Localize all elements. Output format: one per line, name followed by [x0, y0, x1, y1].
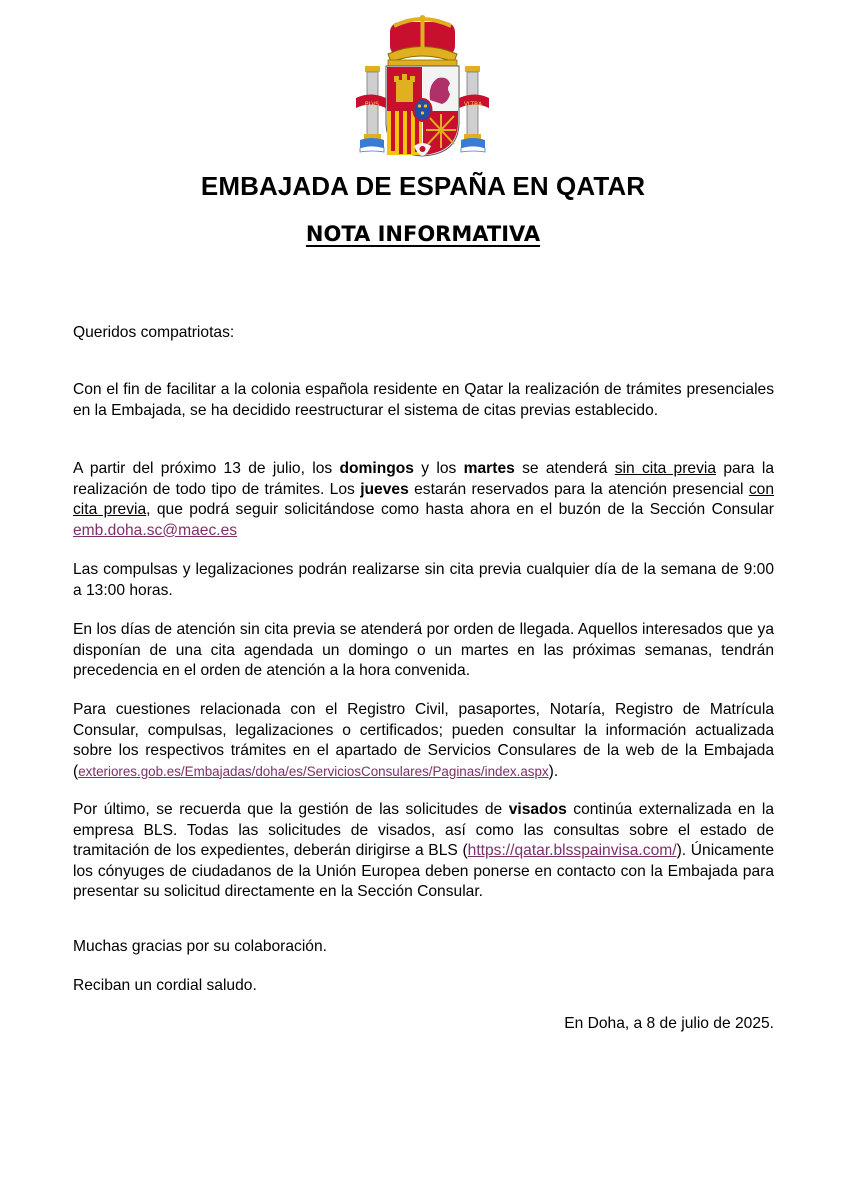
closing — [73, 976, 774, 997]
p2-bold-jueves: jueves — [360, 480, 409, 498]
closing-text: Reciban un cordial saludo. — [73, 977, 257, 994]
crown-icon — [388, 15, 457, 66]
consular-services-link[interactable]: exteriores.gob.es/Embajadas/doha/es/ServiciosConsulares/Paginas/index.aspx — [78, 763, 549, 779]
motto-left: PLVS — [364, 101, 380, 108]
pillar-left-icon — [360, 66, 384, 152]
paragraph-6 — [73, 800, 774, 903]
spanish-coat-of-arms-icon — [350, 14, 495, 159]
place-date: En Doha, a 8 de julio de 2025. — [564, 1015, 774, 1032]
p2-text-5: estarán reservados para la atención presencial — [408, 480, 749, 498]
p2-text-1: A partir del próximo 13 de julio, los — [73, 460, 340, 477]
p5-text-2: ). — [548, 762, 559, 780]
shield-icon — [386, 66, 459, 156]
paragraph-5 — [73, 700, 774, 782]
p6-bold-visados: visados — [508, 801, 567, 818]
paragraph-1 — [73, 380, 774, 421]
p2-underline-sin-cita: sin cita previa — [614, 460, 717, 477]
p2-bold-martes: martes — [463, 460, 515, 477]
bls-visa-link[interactable]: https://qatar.blsspainvisa.com/ — [467, 842, 677, 860]
consular-email-link[interactable]: emb.doha.sc@maec.es — [73, 521, 238, 539]
motto-right: VLTRA — [463, 101, 483, 108]
greeting — [73, 323, 774, 344]
greeting-text: Queridos compatriotas: — [73, 324, 235, 341]
page-title: EMBAJADA DE ESPAÑA EN QATAR — [200, 171, 646, 201]
pillar-right-icon — [461, 66, 485, 152]
paragraph-4 — [73, 620, 774, 682]
paragraph-5-text — [73, 700, 774, 782]
paragraph-2-text — [73, 459, 774, 541]
p2-text-6: , que podrá seguir solicitándose como hasta ahora en el buzón de la Sección Consular — [146, 501, 774, 519]
paragraph-6-text — [73, 800, 774, 903]
p2-bold-domingos: domingos — [339, 460, 414, 477]
subtitle-text: NOTA INFORMATIVA — [305, 222, 541, 246]
paragraph-1-text: Con el fin de facilitar a la colonia española residente en Qatar la realización de trámites presenciales en la Embajada, se ha decidido reestructurar el sistema de citas previas establecido. — [73, 381, 774, 419]
paragraph-4-text: En los días de atención sin cita previa se atenderá por orden de llegada. Aquellos interesados que ya disponían de una cita agendada un domingo o un martes en las próximas semanas, tendrán precedencia en el orden de atención a la hora convenida. — [73, 621, 774, 680]
thanks — [73, 937, 774, 958]
paragraph-3-text: Las compulsas y legalizaciones podrán realizarse sin cita previa cualquier día de la semana de 9:00 a 13:00 horas. — [73, 561, 774, 599]
page-subtitle — [0, 222, 846, 246]
p5-text-1: Para cuestiones relacionada con el Registro Civil, pasaportes, Notaría, Registro de Matrícula Consular, compulsas, legalizaciones o certificados; pueden consultar la información actualizada sobre los respectivos trámites en el apartado de Servicios Consulares de la web de la Embajada ( — [73, 701, 774, 780]
p6-text-1: Por último, se recuerda que la gestión de las solicitudes de — [73, 801, 509, 818]
thanks-text: Muchas gracias por su colaboración. — [73, 938, 327, 955]
p6-text-3: ). Únicamente los cónyuges de ciudadanos de la Unión Europea deben ponerse en contacto con la Embajada para presentar su solicitud directamente en la Sección Consular. — [73, 842, 774, 901]
p6-text-2: continúa externalizada en la empresa BLS. Todas las solicitudes de visados, así como las consultas sobre el estado de tramitación de los expedientes, deberán dirigirse a BLS ( — [73, 801, 774, 860]
p2-text-2: y los — [413, 460, 464, 477]
p2-text-4: para la realización de todo tipo de trámites. Los — [73, 460, 775, 498]
paragraph-3 — [73, 560, 774, 601]
paragraph-2 — [73, 459, 774, 541]
p2-underline-con-cita: con cita previa — [73, 480, 774, 519]
p2-text-3: se atenderá — [514, 460, 615, 477]
